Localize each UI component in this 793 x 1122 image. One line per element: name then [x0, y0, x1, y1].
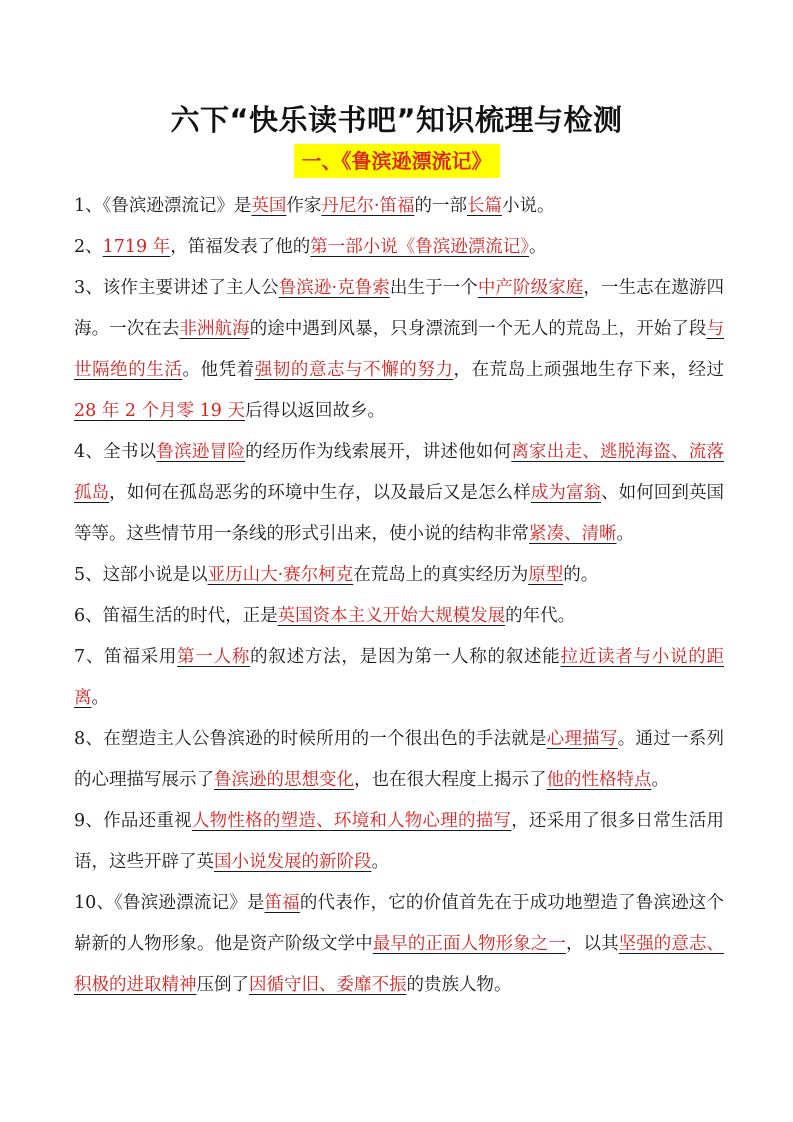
item-text: 。 — [91, 688, 109, 708]
item-text: 的贵族人物。 — [406, 975, 512, 995]
item-text: 5、这部小说是以 — [74, 565, 208, 585]
highlighted-answer: 紧凑、清晰 — [529, 524, 617, 544]
highlighted-answer: 国小说发展的新阶段 — [214, 852, 372, 872]
item-text: 6、笛福生活的时代，正是 — [74, 606, 278, 626]
highlighted-answer: 离家出走、逃脱海盗、流落孤岛 — [74, 442, 725, 503]
page-title: 六下“快乐读书吧”知识梳理与检测 — [170, 103, 623, 137]
knowledge-item — [74, 432, 724, 555]
knowledge-item — [74, 555, 724, 596]
knowledge-item — [74, 596, 724, 637]
highlighted-answer: 鲁滨逊的思想变化 — [214, 770, 354, 790]
highlighted-answer: 英国 — [251, 196, 287, 216]
highlighted-answer: 亚历山大·赛尔柯克 — [207, 565, 354, 585]
item-text: 的经历作为线索展开，讲述他如何 — [245, 442, 512, 462]
item-text: 小说。 — [501, 196, 555, 216]
highlighted-answer: 长篇 — [466, 196, 502, 216]
item-text: 的代表作，它的价值首先在于成功地塑造了鲁滨逊这个崭新的人物形象。他是资产阶级文学中 — [74, 893, 724, 954]
highlighted-answer: 第一部小说《鲁滨逊漂流记》 — [310, 237, 529, 257]
highlighted-answer: 中产阶级家庭 — [477, 278, 584, 298]
knowledge-item — [74, 637, 724, 719]
item-text: ，一生志在遨游四海。一次在去 — [74, 278, 725, 339]
item-text: ，也在很大程度上揭示了 — [354, 770, 547, 790]
item-text: ，以其 — [565, 934, 619, 954]
highlighted-answer: 他的性格特点 — [546, 770, 652, 790]
knowledge-item — [74, 719, 724, 801]
highlighted-answer: 丹尼尔·笛福 — [321, 196, 415, 216]
highlighted-answer: 英国资本主义开始大规模发展 — [277, 606, 506, 626]
highlighted-answer: 因循守旧、委靡不振 — [249, 975, 407, 995]
item-text: 出生于一个 — [389, 278, 478, 298]
highlighted-answer: 人物性格的塑造、环境和人物心理的描写 — [191, 811, 512, 831]
item-text: 3、该作主要讲述了主人公 — [74, 278, 279, 298]
item-text: 8、在塑造主人公鲁滨逊的时候所用的一个很出色的手法就是 — [74, 729, 547, 749]
item-text: 在荒岛上的真实经历为 — [353, 565, 529, 585]
highlighted-answer: 28 年 2 个月零 19 天 — [74, 401, 245, 421]
knowledge-item — [74, 801, 724, 883]
item-text: 10、《鲁滨逊漂流记》是 — [74, 893, 265, 913]
highlighted-answer: 第一人称 — [177, 647, 251, 667]
highlighted-answer: 坚强的意志、积极的进取精神 — [74, 934, 725, 995]
item-text: 压倒了 — [196, 975, 249, 995]
highlighted-answer: 强韧的意志与不懈的努力 — [254, 360, 454, 380]
item-text: ，如何在孤岛恶劣的环境中生存，以及最后又是怎么样 — [109, 483, 531, 503]
item-text: 。 — [651, 770, 669, 790]
item-text: 7、笛福采用 — [74, 647, 178, 667]
highlighted-answer: 鲁滨逊冒险 — [156, 442, 246, 462]
item-text: 。通过一系列的心理描写展示了 — [74, 729, 724, 790]
item-text: 的。 — [563, 565, 599, 585]
item-text: 9、作品还重视 — [74, 811, 192, 831]
item-text: 作家 — [286, 196, 322, 216]
item-text: 。他凭着 — [182, 360, 255, 380]
item-text: ，在荒岛上顽强地生存下来，经过 — [453, 360, 725, 380]
highlighted-answer: 1719 年 — [102, 237, 171, 257]
item-text: 、如何回到英国等等。这些情节用一条线的形式引出来，使小说的结构非常 — [74, 483, 725, 544]
item-text: 的途中遇到风暴，只身漂流到一个无人的荒岛上，开始了段 — [249, 319, 707, 339]
highlighted-answer: 最早的正面人物形象之一 — [372, 934, 566, 954]
highlighted-answer: 心理描写 — [546, 729, 618, 749]
item-text: 。 — [616, 524, 634, 544]
item-text: ，还采用了很多日常生活用语，这些开辟了英 — [74, 811, 725, 872]
highlighted-answer: 拉近读者与小说的距离 — [74, 647, 725, 708]
item-text: 的年代。 — [505, 606, 576, 626]
highlighted-answer: 笛福 — [264, 893, 300, 913]
item-text: 4、全书以 — [74, 442, 157, 462]
item-text: 后得以返回故乡。 — [244, 401, 385, 421]
item-text: 。 — [529, 237, 547, 257]
item-text: 的叙述方法，是因为第一人称的叙述能 — [250, 647, 561, 667]
highlighted-answer: 原型 — [528, 565, 564, 585]
item-text: 。 — [371, 852, 389, 872]
item-text: 1、《鲁滨逊漂流记》是 — [74, 196, 252, 216]
item-text: 的一部 — [414, 196, 467, 216]
item-text: 2、 — [74, 237, 103, 257]
knowledge-item — [74, 227, 724, 268]
knowledge-item — [74, 186, 724, 227]
knowledge-item — [74, 268, 724, 432]
highlighted-answer: 鲁滨逊·克鲁索 — [278, 278, 390, 298]
knowledge-list — [74, 186, 724, 1006]
section-heading — [0, 144, 793, 178]
highlighted-answer: 与世隔绝的生活 — [74, 319, 725, 380]
highlighted-answer: 成为富翁 — [530, 483, 602, 503]
item-text: ，笛福发表了他的 — [170, 237, 311, 257]
knowledge-item — [74, 883, 724, 1006]
section-heading-label: 一、《鲁滨逊漂流记》 — [294, 144, 500, 178]
highlighted-answer: 非洲航海 — [179, 319, 250, 339]
